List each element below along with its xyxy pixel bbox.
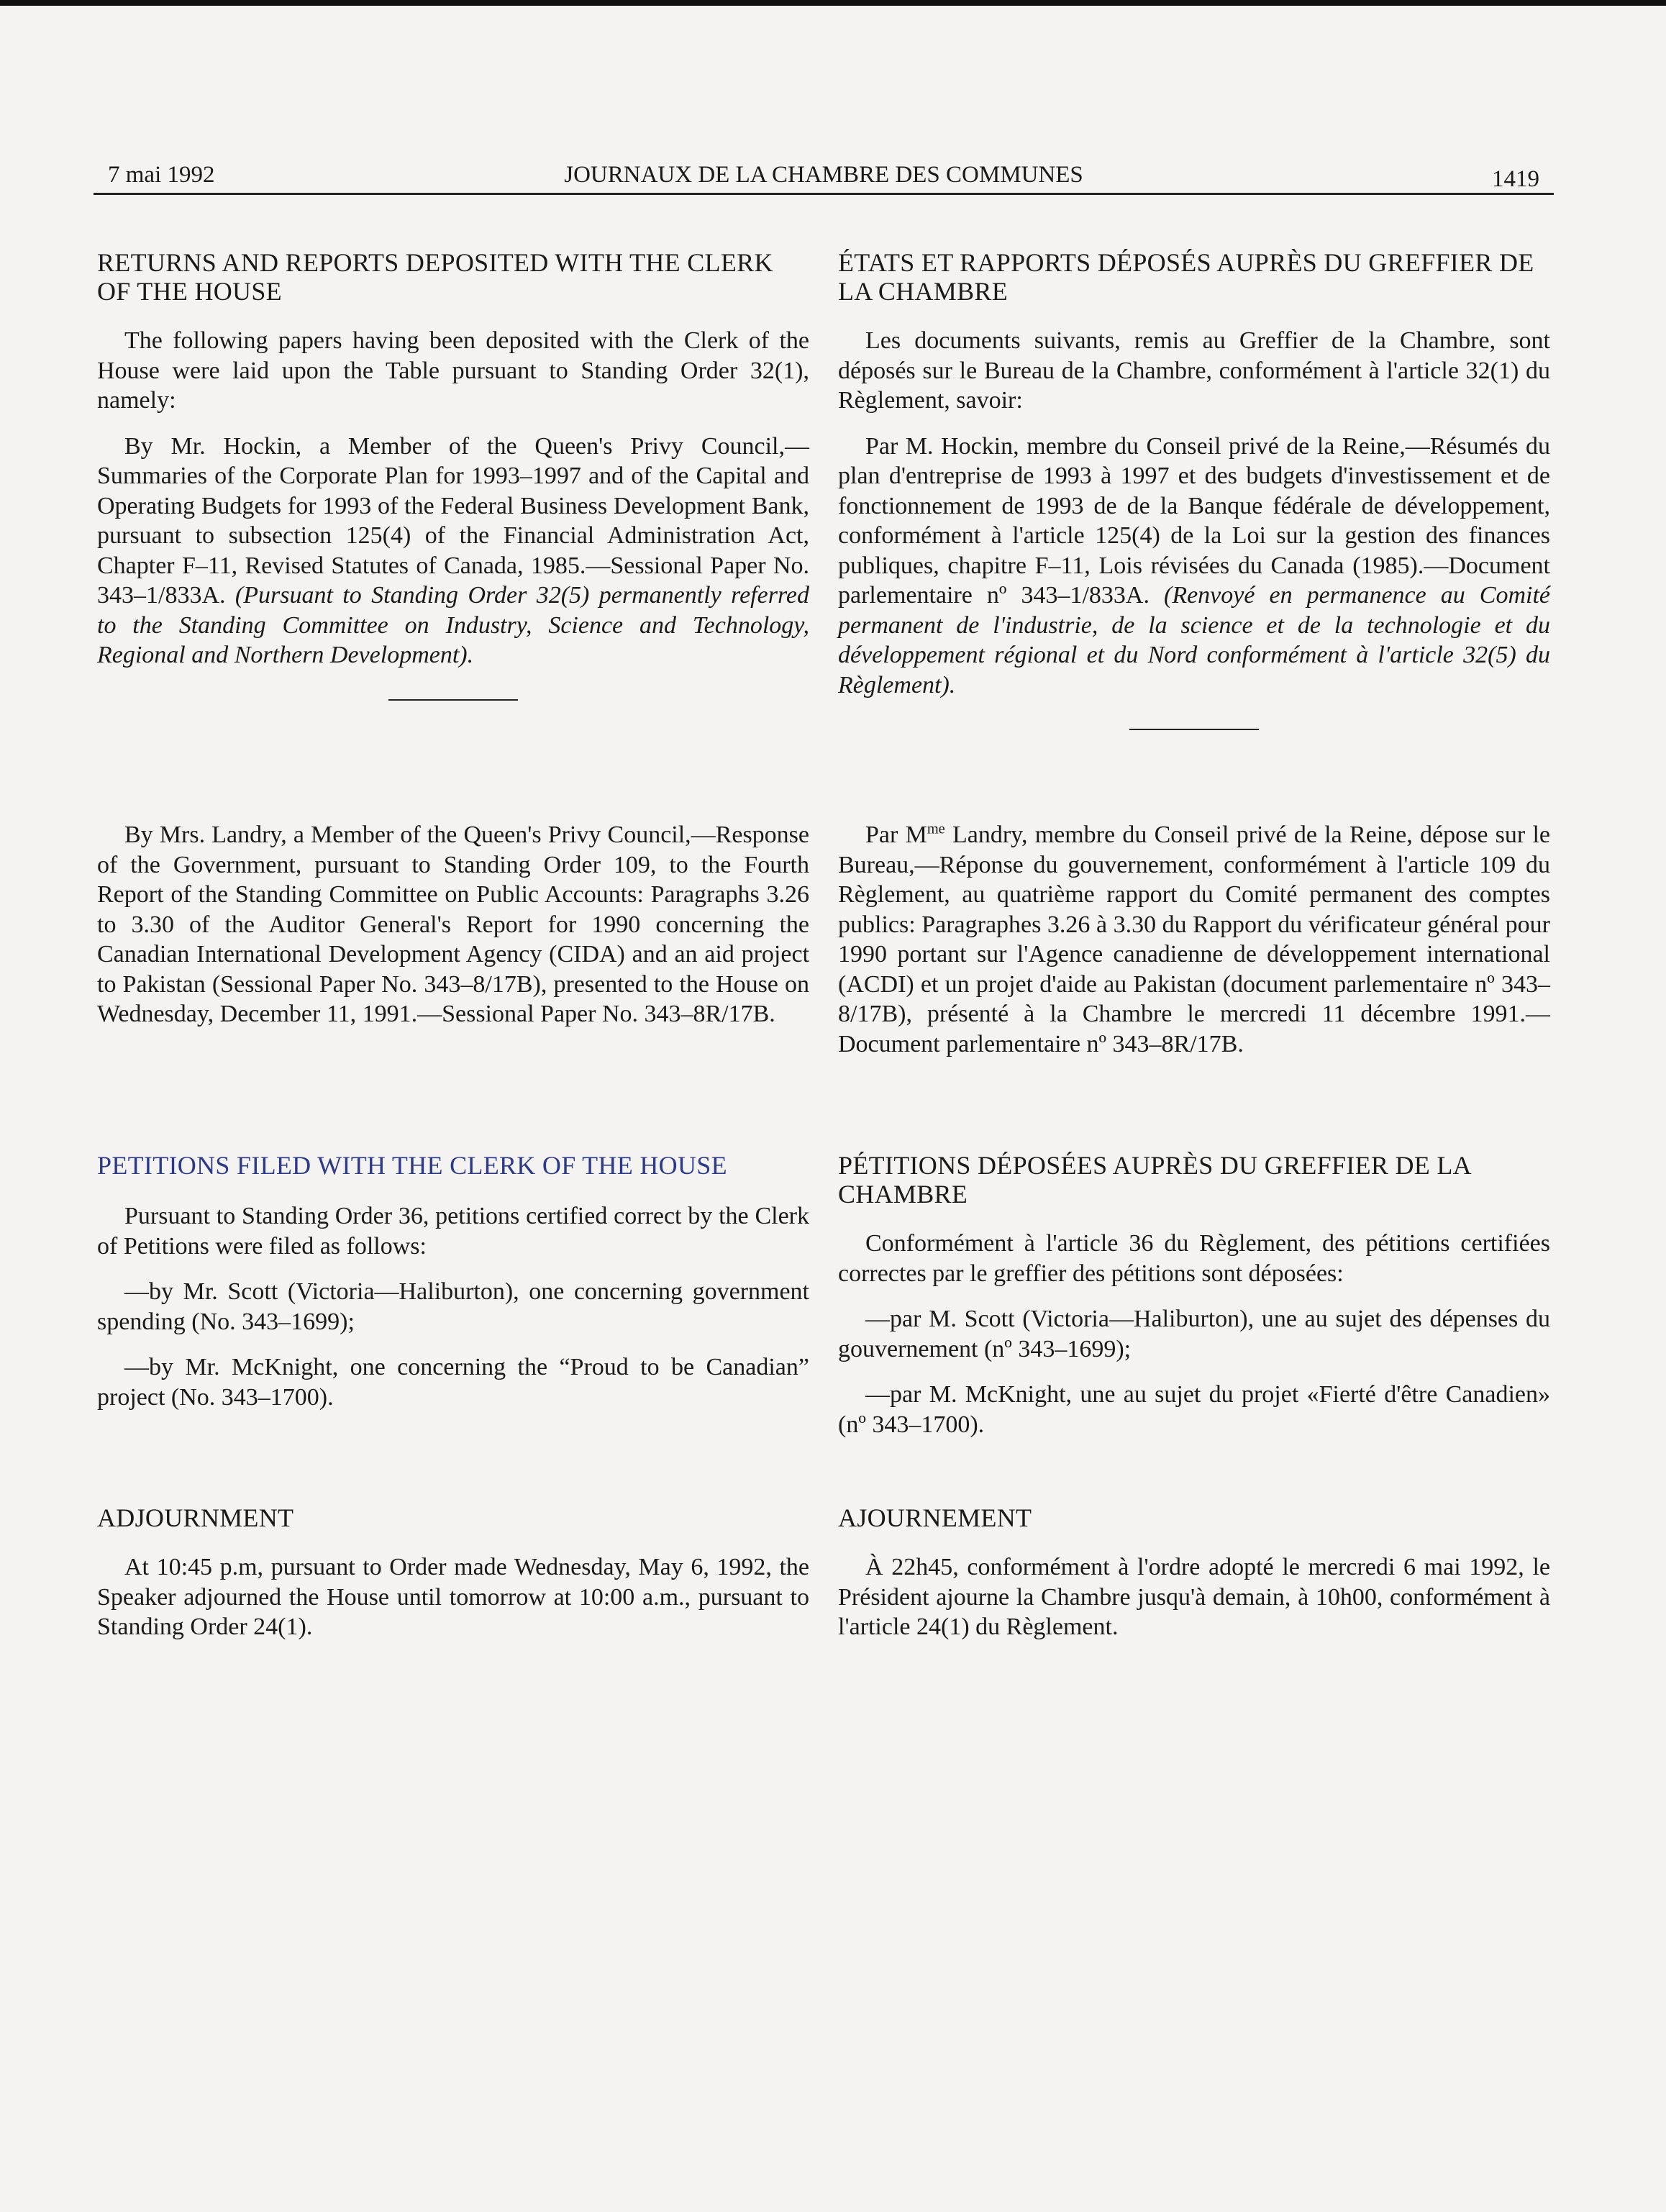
en-returns-heading: RETURNS AND REPORTS DEPOSITED WITH THE CLERK OF THE HOUSE <box>97 248 773 306</box>
fr-petitions-section <box>838 1151 1550 1455</box>
fr-landry-text: Landry, membre du Conseil privé de la Reine, dépose sur le Bureau,—Réponse du gouvernement, conformément à l'article 109 du Règlement, au quatrième rapport du Comité permanent des comptes publics: Paragraphes 3.26 à 3.30 du Rapport du vérificateur général pour 1990 portant sur l'Agence canadienne de développement international (ACDI) et un projet d'aide au Pakistan (document parlementaire nº 343–8/17B), présenté à la Chambre le mercredi 11 décembre 1991.—Document parlementaire nº 343–8R/17B. <box>838 821 1551 1057</box>
en-hockin-text: By Mr. Hockin, a Member of the Queen's Privy Council,—Summaries of the Corporate Plan for 1993–1997 and of the Capital and Operating Budgets for 1993 of the Federal Business Development Bank, pursuant to subsection 125(4) of the Financial Administration Act, Chapter F–11, Revised Statutes of Canada, 1985.—Sessional Paper No. 343–1/833A. <box>97 432 809 609</box>
fr-petition-scott: —par M. Scott (Victoria—Haliburton), une au sujet des dépenses du gouvernement (nº 343–1699); <box>838 1306 1550 1362</box>
page-header <box>94 157 1554 195</box>
scan-top-edge <box>0 0 1666 6</box>
en-hockin-paragraph <box>97 432 809 670</box>
en-adjournment-section <box>97 1503 809 1658</box>
en-petition-mcknight: —by Mr. McKnight, one concerning the “Proud to be Canadian” project (No. 343–1700). <box>97 1354 809 1411</box>
fr-adjournment-heading: AJOURNEMENT <box>838 1503 1032 1532</box>
fr-returns-section <box>838 248 1550 730</box>
fr-adjournment-text: À 22h45, conformément à l'ordre adopté le mercredi 6 mai 1992, le Président ajourne la Chambre jusqu'à demain, à 10h00, conformément à l'article 24(1) du Règlement. <box>838 1554 1550 1640</box>
page-number: 1419 <box>1492 166 1539 192</box>
fr-hockin-paragraph <box>838 432 1550 701</box>
en-petitions-section <box>97 1151 809 1428</box>
fr-hockin-referral: (Renvoyé en permanence au Comité permanent de l'industrie, de la science et de la technologie et du développement régional et du Nord conformément à l'article 32(5) du Règlement). <box>838 582 1550 698</box>
fr-adjournment-section <box>838 1503 1550 1658</box>
fr-returns-intro: Les documents suivants, remis au Greffier de la Chambre, sont déposés sur le Bureau de la Chambre, conformément à l'article 32(1) du Règlement, savoir: <box>838 327 1550 414</box>
en-petitions-heading: PETITIONS FILED WITH THE CLERK OF THE HOUSE <box>97 1151 727 1180</box>
en-hockin-referral: (Pursuant to Standing Order 32(5) permanently referred to the Standing Committee on Industry, Science and Technology, Regional and Northern Development). <box>97 582 809 668</box>
en-adjournment-text: At 10:45 p.m, pursuant to Order made Wednesday, May 6, 1992, the Speaker adjourned the House until tomorrow at 10:00 a.m., pursuant to Standing Order 24(1). <box>97 1554 809 1640</box>
en-adjournment-heading: ADJOURNMENT <box>97 1503 294 1532</box>
fr-petitions-heading: PÉTITIONS DÉPOSÉES AUPRÈS DU GREFFIER DE LA CHAMBRE <box>838 1151 1470 1209</box>
header-date: 7 mai 1992 <box>108 162 215 188</box>
section-divider <box>1129 729 1259 730</box>
fr-landry-pre: Par M <box>865 821 927 848</box>
fr-petition-mcknight: —par M. McKnight, une au sujet du projet «Fierté d'être Canadien» (nº 343–1700). <box>838 1381 1550 1438</box>
en-petitions-intro: Pursuant to Standing Order 36, petitions certified correct by the Clerk of Petitions were filed as follows: <box>97 1203 809 1260</box>
en-returns-intro: The following papers having been deposited with the Clerk of the House were laid upon the Table pursuant to Standing Order 32(1), namely: <box>97 327 809 414</box>
fr-landry-section <box>838 820 1550 1075</box>
en-landry-paragraph: By Mrs. Landry, a Member of the Queen's Privy Council,—Response of the Government, pursuant to Standing Order 109, to the Fourth Report of the Standing Committee on Public Accounts: Paragraphs 3.26 to 3.30 of the Auditor General's Report for 1990 concerning the Canadian International Development Agency (CIDA) and an aid project to Pakistan (Sessional Paper No. 343–8/17B), presented to the House on Wednesday, December 11, 1991.—Sessional Paper No. 343–8R/17B. <box>97 821 809 1027</box>
fr-landry-paragraph <box>838 820 1550 1059</box>
fr-landry-sup: me <box>927 821 945 837</box>
en-petition-scott: —by Mr. Scott (Victoria—Haliburton), one concerning government spending (No. 343–1699); <box>97 1278 809 1335</box>
journal-title: JOURNAUX DE LA CHAMBRE DES COMMUNES <box>564 162 1083 188</box>
fr-hockin-text: Par M. Hockin, membre du Conseil privé de la Reine,—Résumés du plan d'entreprise de 1993 à 1997 et des budgets d'investissement et de fonctionnement de 1993 de de la Banque fédérale de développement, conformément à l'article 125(4) de la Loi sur la gestion des finances publiques, chapitre F–11, Lois révisées du Canada (1985).—Document parlementaire nº 343–1/833A. <box>838 432 1550 609</box>
section-divider <box>388 699 518 701</box>
en-returns-section <box>97 248 809 701</box>
fr-petitions-intro: Conformément à l'article 36 du Règlement, des pétitions certifiées correctes par le greffier des pétitions sont déposées: <box>838 1230 1550 1287</box>
en-landry-section <box>97 820 809 1045</box>
fr-returns-heading: ÉTATS ET RAPPORTS DÉPOSÉS AUPRÈS DU GREFFIER DE LA CHAMBRE <box>838 248 1534 306</box>
